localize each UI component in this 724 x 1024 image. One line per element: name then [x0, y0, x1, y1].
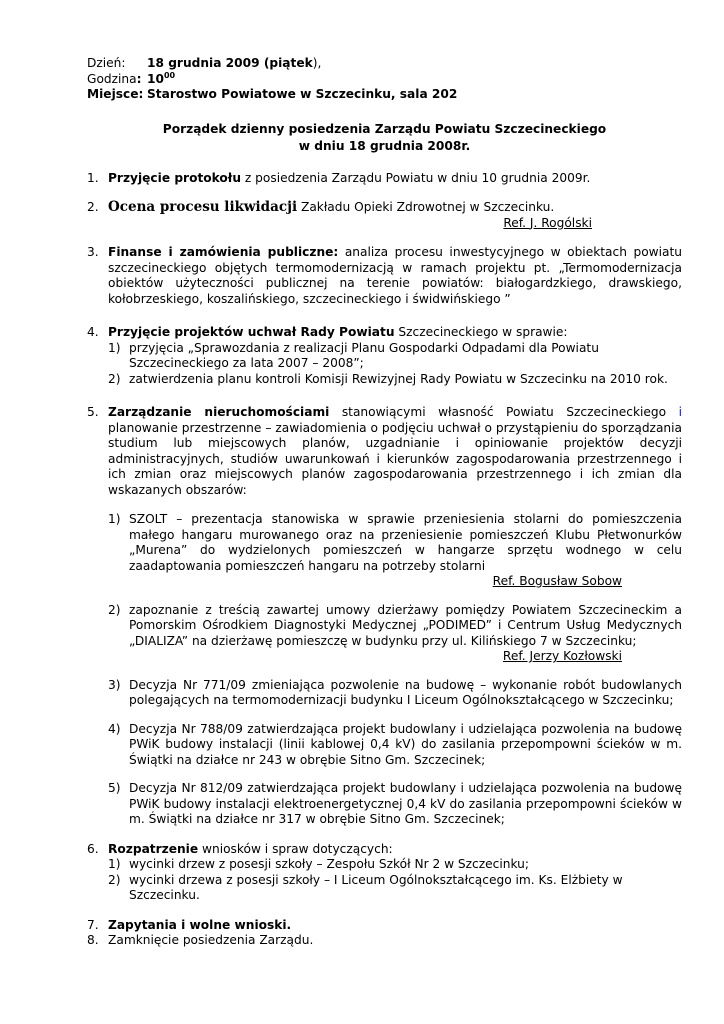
subitem — [108, 341, 682, 372]
subitem — [108, 722, 682, 769]
hour-minutes: 00 — [163, 70, 176, 80]
agenda-title — [87, 121, 682, 155]
subitem — [108, 372, 682, 388]
item-text: analiza procesu inwestycyjnego w obiektach powiatu szczecineckiego objętych termomodernizacją w ramach projektu pt. „Termomodernizacja obiektów użyteczności publicznej na terenie powiatów: białogardzkiego, drawskiego, kołobrzeskiego, koszalińskiego, szczecineckiego i świdwińskiego ” — [108, 245, 682, 306]
agenda-list — [87, 171, 682, 949]
agenda-item-2 — [87, 200, 682, 231]
subitem-text: zapoznanie z treścią zawartej umowy dzierżawy pomiędzy Powiatem Szczecineckim a Pomorskim Ośrodkiem Diagnostyki Medycznej „PODIMED” i Centrum Usług Medycznych „DIALIZA” na dzierżawę pomieszczę w budynku przy ul. Kilińskiego 7 w Szczecinku; — [129, 602, 682, 648]
subitem-number: 1) — [108, 857, 121, 871]
subitem-text: przyjęcia „Sprawozdania z realizacji Planu Gospodarki Odpadami dla Powiatu Szczecineckiego za lata 2007 – 2008”; — [129, 340, 599, 370]
subitem-text: SZOLT – prezentacja stanowiska w sprawie przeniesienia stolarni do pomieszczenia małego hangaru murowanego oraz na przeniesienie pomieszczeń Klubu Płetwonurków „Murena” do wydzielonych pomieszczeń w hangarze sprzętu wodnego w celu zaadaptowania pomieszczeń hangaru na potrzeby stolarni — [129, 512, 682, 573]
item-number: 4. — [87, 325, 99, 339]
hour-number: 10 — [147, 71, 164, 86]
subitem-number: 2) — [108, 602, 121, 617]
subitem-number: 2) — [108, 872, 121, 887]
item-text: Szczecineckiego w sprawie: — [394, 325, 568, 339]
place-label: Miejsce: — [87, 87, 144, 101]
subitem-text: zatwierdzenia planu kontroli Komisji Rewizyjnej Rady Powiatu w Szczecinku na 2010 rok. — [129, 371, 668, 386]
subitem-number: 4) — [108, 721, 121, 736]
subitem-text: Decyzja Nr 788/09 zatwierdzająca projekt budowlany i udzielająca pozwolenia na budowę PWiK budowy instalacji (linii kablowej 0,4 kV) do zasilania przepompowni ścieków w m. Świątki na działce nr 243 w obrębie Sitno Gm. Szczecinek; — [129, 721, 682, 767]
item-number: 5. — [87, 405, 99, 419]
place-value: Starostwo Powiatowe w Szczecinku, sala 202 — [147, 87, 458, 101]
date-tail: ), — [312, 56, 322, 70]
subitem-text: Decyzja Nr 812/09 zatwierdzająca projekt budowlany i udzielająca pozwolenia na budowę PWiK budowy instalacji elektroenergetycznej 0,4 kV do zasilania przepompowni ścieków w m. Świątki na działce nr 317 w obrębie Sitno Gm. Szczecinek; — [129, 781, 682, 826]
date-label: Dzień: — [87, 56, 126, 70]
item-text: stanowiącymi własność Powiatu Szczecineckiego — [329, 405, 679, 419]
date-value: 18 grudnia 2009 (piątek — [147, 56, 313, 70]
item-number: 2. — [87, 200, 99, 214]
item-heading: Ocena procesu likwidacji — [108, 199, 298, 215]
item-number: 1. — [87, 170, 99, 185]
agenda-title-line1: Porządek dzienny posiedzenia Zarządu Powiatu Szczecineckiego — [162, 121, 607, 136]
item-heading: Przyjęcie projektów uchwał Rady Powiatu — [108, 325, 395, 339]
subitem-text: Decyzja Nr 771/09 zmieniająca pozwolenie na budowę – wykonanie robót budowlanych polegających na termomodernizacji budynku I Liceum Ogólnokształcącego w Szczecinku; — [129, 677, 682, 707]
item-text: wniosków i spraw dotyczących: — [198, 841, 393, 856]
subitem-reporter: Ref. Bogusław Sobow — [492, 574, 622, 588]
item-text-cont: planowanie przestrzenne – zawiadomienia o podjęciu uchwał o przystąpieniu do sporządzania studium lub miejscowych planów, uzgadnianie i opiniowanie projektów decyzji administracyjnych, studiów uwarunkowań i kierunków zagospodarowania przestrzennego i ich zmian oraz miejscowych planów zagospodarowania przestrzennego i ich zmian dla wskazanych obszarów: — [108, 420, 682, 497]
item-text: Zakładu Opieki Zdrowotnej w Szczecinku. — [297, 200, 555, 214]
item-reporter: Ref. J. Rogólski — [503, 215, 592, 230]
subitem — [108, 603, 682, 665]
subitem — [108, 512, 682, 590]
subitem-number: 2) — [108, 371, 121, 386]
agenda-item-8 — [87, 933, 682, 949]
subitem-reporter: Ref. Jerzy Kozłowski — [502, 649, 622, 663]
subitem — [108, 781, 682, 828]
subitem-text: wycinki drzew z posesji szkoły – Zespołu Szkół Nr 2 w Szczecinku; — [129, 857, 529, 871]
hour-row — [87, 72, 682, 88]
agenda-item-5 — [87, 405, 682, 828]
meeting-header — [87, 56, 682, 103]
item-heading: Zapytania i wolne wnioski. — [108, 917, 292, 932]
agenda-title-line2: w dniu 18 grudnia 2008r. — [298, 138, 471, 153]
subitem — [108, 678, 682, 709]
subitem — [108, 873, 682, 904]
item-text: z posiedzenia Zarządu Powiatu w dniu 10 grudnia 2009r. — [241, 170, 591, 185]
item-text: Zamknięcie posiedzenia Zarządu. — [108, 933, 314, 947]
subitem-number: 3) — [108, 677, 121, 692]
item-heading: Przyjęcie protokołu — [108, 170, 241, 185]
subitem-number: 1) — [108, 512, 121, 526]
subitem-text: wycinki drzewa z posesji szkoły – I Liceum Ogólnokształcącego im. Ks. Elżbiety w Szczecinku. — [129, 872, 623, 902]
subitem-number: 5) — [108, 781, 121, 795]
hour-colon: : — [136, 71, 142, 86]
item-number: 6. — [87, 841, 99, 856]
item-heading: Rozpatrzenie — [108, 841, 199, 856]
date-row — [87, 56, 682, 72]
item-number: 7. — [87, 917, 99, 932]
agenda-item-4 — [87, 325, 682, 387]
agenda-item-7 — [87, 918, 682, 934]
agenda-item-1 — [87, 171, 682, 187]
agenda-item-6 — [87, 842, 682, 904]
hour-label-wrap — [87, 72, 147, 88]
item-heading: Zarządzanie nieruchomościami — [108, 405, 330, 419]
subitem-number: 1) — [108, 340, 121, 355]
hour-label: Godzina — [87, 71, 137, 86]
agenda-item-3 — [87, 245, 682, 307]
subitem — [108, 857, 682, 873]
item-number: 8. — [87, 933, 99, 947]
item-text-blue: i — [678, 405, 682, 419]
hour-value — [147, 72, 175, 88]
place-row — [87, 87, 682, 103]
item-heading: Finanse i zamówienia publiczne: — [108, 245, 339, 259]
item-number: 3. — [87, 245, 99, 259]
